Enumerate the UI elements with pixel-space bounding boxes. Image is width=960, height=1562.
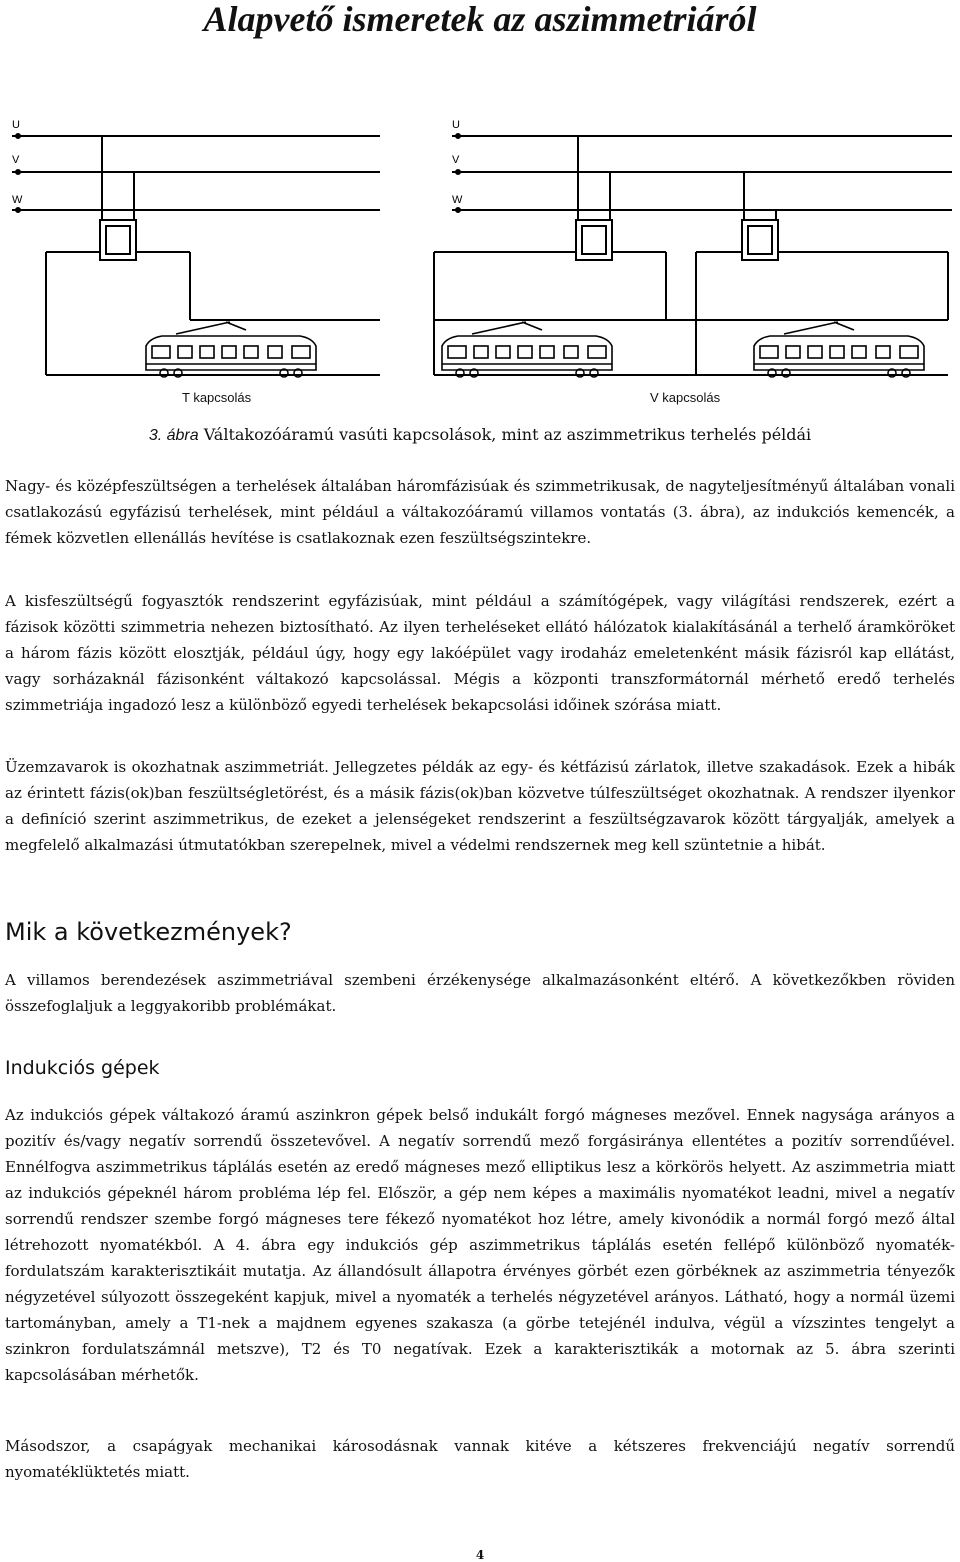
paragraph-load-types: Nagy- és középfeszültségen a terhelések általában háromfázisúak és szimmetrikusak, de nagyteljesítményű általában vonali csatlakozású egyfázisú terhelések, mint például a váltakozóáramú villamos vontatás (3. ábra), az indukciós kemencék, a fémek közvetlen ellenállás hevítése is csatlakoznak ezen feszültségszintekre. [5, 477, 955, 547]
v-connection-label: V kapcsolás [650, 390, 721, 405]
paragraph-sensitivity: A villamos berendezések aszimmetriával szembeni érzékenysége alkalmazásonként eltérő. A következőkben röviden összefoglaljuk a leggyakoribb problémákat. [5, 971, 955, 1015]
figure-caption-text: Váltakozóáramú vasúti kapcsolások, mint az aszimmetrikus terhelés példái [198, 425, 812, 444]
heading-consequences: Mik a következmények? [5, 918, 292, 946]
figure-number: 3. ábra [148, 427, 199, 444]
t-connection-label: T kapcsolás [182, 390, 252, 405]
train-icon [754, 322, 924, 377]
railway-connection-figure [0, 100, 960, 420]
phase-u-label-right: U [452, 119, 460, 131]
paragraph-bearings: Másodszor, a csapágyak mechanikai károsodásnak vannak kitéve a kétszeres frekvenciájú negatív sorrendű nyomatéklüktetés miatt. [5, 1437, 955, 1481]
heading-induction-machines: Indukciós gépek [5, 1057, 160, 1079]
page-title: Alapvető ismeretek az aszimmetriáról [203, 0, 757, 39]
train-icon [146, 322, 316, 377]
phase-v-label-left: V [12, 154, 20, 166]
phase-w-label-left: W [12, 194, 23, 206]
page-number: 4 [475, 1548, 485, 1562]
figure-caption [0, 425, 960, 445]
connection-diagram [0, 100, 960, 390]
paragraph-low-voltage: A kisfeszültségű fogyasztók rendszerint egyfázisúak, mint például a számítógépek, vagy világítási rendszerek, ezért a fázisok közötti szimmetria nehezen biztosítható. Az ilyen terheléseket ellátó hálózatok kialakításánál a terhelő áramköröket a három fázis között elosztják, például úgy, hogy egy lakóépület vagy irodaház emeletenként másik fázisról kap ellátást, vagy sorházaknál fázisonként váltakozó kapcsolással. Mégis a központi transzformátornál mérhető eredő terhelés szimmetriája ingadozó lesz a különböző egyedi terhelések bekapcsolási időinek szórása miatt. [5, 592, 955, 714]
phase-v-label-right: V [452, 154, 460, 166]
paragraph-faults: Üzemzavarok is okozhatnak aszimmetriát. Jellegzetes példák az egy- és kétfázisú zárlatok, illetve szakadások. Ezek a hibák az érintett fázis(ok)ban feszültségletörést, és a másik fázis(ok)ban közvetve túlfeszültséget okozhatnak. A rendszer ilyenkor a definíció szerint aszimmetrikus, de ezeket a jelenségeket rendszerint a feszültségzavarok között tárgyalják, amelyek a megfelelő alkalmazási útmutatókban szerepelnek, mivel a védelmi rendszernek meg kell szüntetnie a hibát. [5, 758, 955, 854]
paragraph-induction: Az indukciós gépek váltakozó áramú aszinkron gépek belső indukált forgó mágneses mezővel. Ennek nagysága arányos a pozitív és/vagy negatív sorrendű összetevővel. A negatív sorrendű mező forgásiránya ellentétes a pozitív sorrendűével. Ennélfogva aszimmetrikus táplálás esetén az eredő mágneses mező elliptikus lesz a körkörös helyett. Az aszimmetria miatt az indukciós gépeknél három probléma lép fel. Először, a gép nem képes a maximális nyomatékot leadni, mivel a negatív sorrendű rendszer szembe forgó mágneses tere fékező nyomatékot hoz létre, amely kivonódik a normál forgó mező által létrehozott nyomatékból. A 4. ábra egy indukciós gép aszimmetrikus táplálás esetén fellépő különböző nyomaték-fordulatszám karakterisztikáit mutatja. Az állandósult állapotra érvényes görbét ezen görbéknek az aszimmetria tényezők négyzetével súlyozott összegeként kapjuk, mivel a nyomaték a terhelés négyzetével arányos. Látható, hogy a normál üzemi tartományban, amely a T1-nek a majdnem egyenes szakasza (a görbe tetejénél indulva, végül a vízszintes tengelyt a szinkron fordulatszámnál metszve), T2 és T0 negatívak. Ezek a karakterisztikák a motornak az 5. ábra szerinti kapcsolásában mérhetők. [5, 1106, 955, 1384]
phase-u-label-left: U [12, 119, 20, 131]
train-icon [442, 322, 612, 377]
phase-w-label-right: W [452, 194, 463, 206]
